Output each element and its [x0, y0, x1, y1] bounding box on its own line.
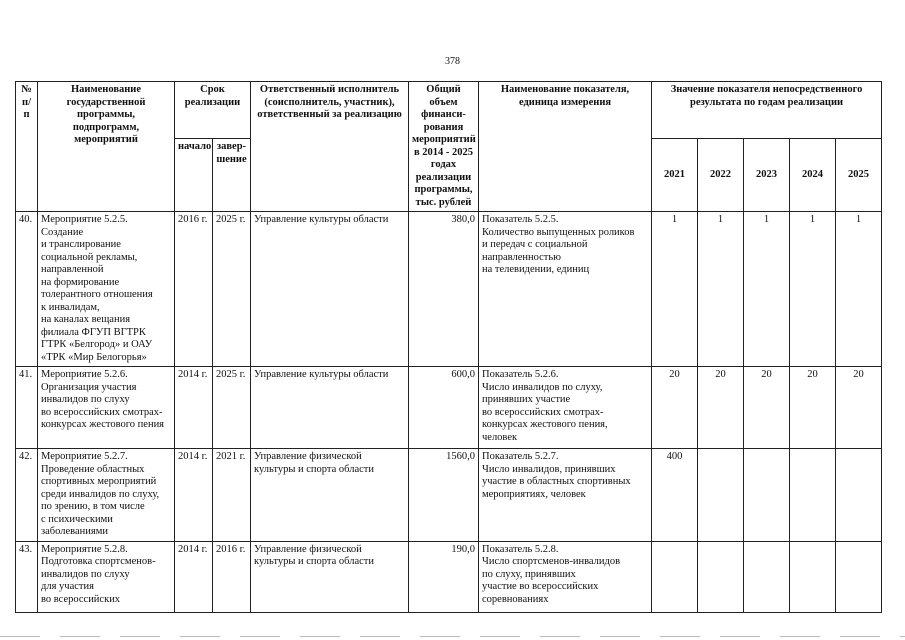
row-indicator: Показатель 5.2.7. Число инвалидов, принявших участие в областных спортивных мероприятиях, человек — [479, 449, 652, 542]
row-volume: 1560,0 — [409, 449, 479, 542]
row-value — [790, 541, 836, 612]
header-executor: Ответственный исполнитель (соисполнитель, участник), ответственный за реализацию — [251, 82, 409, 212]
row-name: Мероприятие 5.2.6. Организация участия инвалидов по слуху во всероссийских смотрах- конкурсах жестового пения — [38, 367, 175, 449]
row-value — [698, 541, 744, 612]
row-volume: 190,0 — [409, 541, 479, 612]
row-value: 20 — [790, 367, 836, 449]
row-executor: Управление культуры области — [251, 367, 409, 449]
scan-edge-line — [0, 636, 905, 637]
row-num: 40. — [16, 212, 38, 367]
row-value: 20 — [652, 367, 698, 449]
header-year: 2023 — [744, 139, 790, 212]
table-row — [16, 367, 882, 449]
row-value — [698, 449, 744, 542]
header-term: Срок реализации — [175, 82, 251, 139]
row-start: 2016 г. — [175, 212, 213, 367]
header-start: начало — [175, 139, 213, 212]
row-executor: Управление культуры области — [251, 212, 409, 367]
header-end: завер- шение — [213, 139, 251, 212]
row-end: 2025 г. — [213, 367, 251, 449]
row-name: Мероприятие 5.2.7. Проведение областных спортивных мероприятий среди инвалидов по слуху, по зрению, в том числе с психическими заболеваниями — [38, 449, 175, 542]
header-year: 2024 — [790, 139, 836, 212]
header-volume: Общий объем финанси- рования мероприятий в 2014 - 2025 годах реализации программы, тыс. рублей — [409, 82, 479, 212]
header-name: Наименование государственной программы, подпрограмм, мероприятий — [38, 82, 175, 212]
header-num: № п/п — [16, 82, 38, 212]
table-row — [16, 541, 882, 612]
row-value — [790, 449, 836, 542]
table-row — [16, 449, 882, 542]
row-value: 20 — [698, 367, 744, 449]
row-indicator: Показатель 5.2.5. Количество выпущенных роликов и передач с социальной направленностью на телевидении, единиц — [479, 212, 652, 367]
row-num: 41. — [16, 367, 38, 449]
row-executor: Управление физической культуры и спорта области — [251, 541, 409, 612]
row-value: 1 — [836, 212, 882, 367]
header-indicator: Наименование показателя, единица измерения — [479, 82, 652, 212]
header-year: 2022 — [698, 139, 744, 212]
row-value: 400 — [652, 449, 698, 542]
row-value: 1 — [790, 212, 836, 367]
row-start: 2014 г. — [175, 367, 213, 449]
page-number: 378 — [445, 56, 460, 67]
header-year: 2025 — [836, 139, 882, 212]
row-end: 2025 г. — [213, 212, 251, 367]
row-volume: 380,0 — [409, 212, 479, 367]
row-value: 1 — [744, 212, 790, 367]
row-name: Мероприятие 5.2.8. Подготовка спортсменов- инвалидов по слуху для участия во всероссийских — [38, 541, 175, 612]
row-num: 43. — [16, 541, 38, 612]
table-row — [16, 212, 882, 367]
row-start: 2014 г. — [175, 449, 213, 542]
header-row-1 — [16, 82, 882, 139]
program-table — [15, 81, 882, 613]
row-start: 2014 г. — [175, 541, 213, 612]
row-volume: 600,0 — [409, 367, 479, 449]
row-value: 1 — [698, 212, 744, 367]
row-executor: Управление физической культуры и спорта области — [251, 449, 409, 542]
row-end: 2016 г. — [213, 541, 251, 612]
row-value — [836, 541, 882, 612]
row-name: Мероприятие 5.2.5. Создание и транслирование социальной рекламы, направленной на формирование толерантного отношения к инвалидам, на каналах вещания филиала ФГУП ВГТРК ГТРК «Белгород» и ОАУ «ТРК «Мир Белогорья» — [38, 212, 175, 367]
header-result: Значение показателя непосредственного результата по годам реализации — [652, 82, 882, 139]
row-value — [744, 449, 790, 542]
row-end: 2021 г. — [213, 449, 251, 542]
row-value: 20 — [836, 367, 882, 449]
row-num: 42. — [16, 449, 38, 542]
row-value: 1 — [652, 212, 698, 367]
row-value — [836, 449, 882, 542]
header-year: 2021 — [652, 139, 698, 212]
row-value — [744, 541, 790, 612]
row-indicator: Показатель 5.2.6. Число инвалидов по слуху, принявших участие во всероссийских смотрах- конкурсах жестового пения, человек — [479, 367, 652, 449]
row-value — [652, 541, 698, 612]
row-value: 20 — [744, 367, 790, 449]
row-indicator: Показатель 5.2.8. Число спортсменов-инвалидов по слуху, принявших участие во всероссийских соревнованиях — [479, 541, 652, 612]
